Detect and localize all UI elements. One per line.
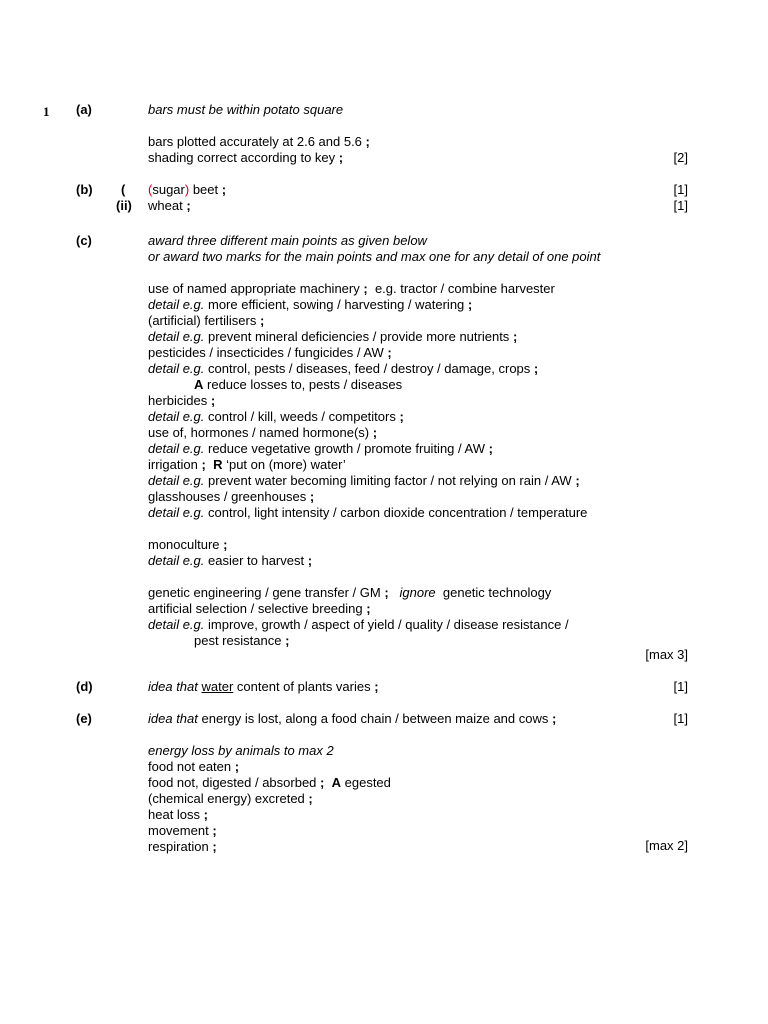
part-d-mark: [1]	[673, 679, 688, 694]
part-e-label: (e)	[76, 711, 92, 726]
part-b-content: (sugar) beet ; wheat ;	[148, 182, 227, 213]
part-b-label: (b)	[76, 182, 93, 197]
part-a-label: (a)	[76, 102, 92, 117]
part-c-mark: [max 3]	[645, 647, 688, 662]
part-a-line2: shading correct according to key	[148, 150, 336, 165]
part-b-sub1-mark: [1]	[673, 182, 688, 197]
part-d-label: (d)	[76, 679, 93, 694]
part-c-intro1: award three different main points as given below	[148, 233, 427, 248]
part-e-content: idea that energy is lost, along a food chain / between maize and cows ; energy loss by animals to max 2 food not eaten ; food not, digested / absorbed ; A egested (chemical energy) excreted ; heat loss ; movement ; respiration ;	[148, 711, 557, 854]
part-a-note: bars must be within potato square	[148, 102, 344, 117]
part-e-mark-2: [max 2]	[645, 838, 688, 853]
part-b-sub2-mark: [1]	[673, 198, 688, 213]
part-e-mark-1: [1]	[673, 711, 688, 726]
part-a-content: bars must be within potato square bars plotted accurately at 2.6 and 5.6 ; shading correct according to key ;	[148, 102, 370, 165]
part-b-sub2-text: wheat	[148, 198, 183, 213]
part-c-intro2: or award two marks for the main points and max one for any detail of one point	[148, 249, 601, 264]
part-a-line1: bars plotted accurately at 2.6 and 5.6	[148, 134, 362, 149]
part-a-mark: [2]	[673, 150, 688, 165]
part-b-sub1-word: sugar	[152, 182, 185, 197]
part-b-sub1-label: (	[121, 182, 126, 197]
question-number: 1	[43, 104, 50, 119]
part-c-label: (c)	[76, 233, 92, 248]
part-b-sub2-label: (ii)	[116, 198, 132, 213]
part-d-content: idea that water content of plants varies ;	[148, 679, 379, 694]
part-c-content: award three different main points as given below or award two marks for the main points and max one for any detail of one point use of named appropriate machinery ; e.g. tractor / combine harvester detail e.g. more efficient, sowing / harvesting / watering ; (artificial) fertilisers ; detail e.g. prevent mineral deficiencies / provide more nutrients ; pesticides / insecticides / fungicides / AW ; detail e.g. control, pests / diseases, feed / destroy / damage, crops ; A reduce losses to, pests / diseases herbicides ; detail e.g. control / kill, weeds / competitors ; use of, hormones / named hormone(s) ; detail e.g. reduce vegetative growth / promote fruiting / AW ; irrigation ; R ‘put on (more) water’ detail e.g. prevent water becoming limiting factor / not relying on rain / AW ; glasshouses / greenhouses ; detail e.g. control, light intensity / carbon dioxide concentration / temperature monoculture ; detail e.g. easier to harvest ; genetic engineering / gene transfer / GM ; ignore genetic technology artificial selection / selective breeding ; detail e.g. improve, growth / aspect of yield / quality / disease resistance / pest resistance ;	[148, 233, 601, 648]
